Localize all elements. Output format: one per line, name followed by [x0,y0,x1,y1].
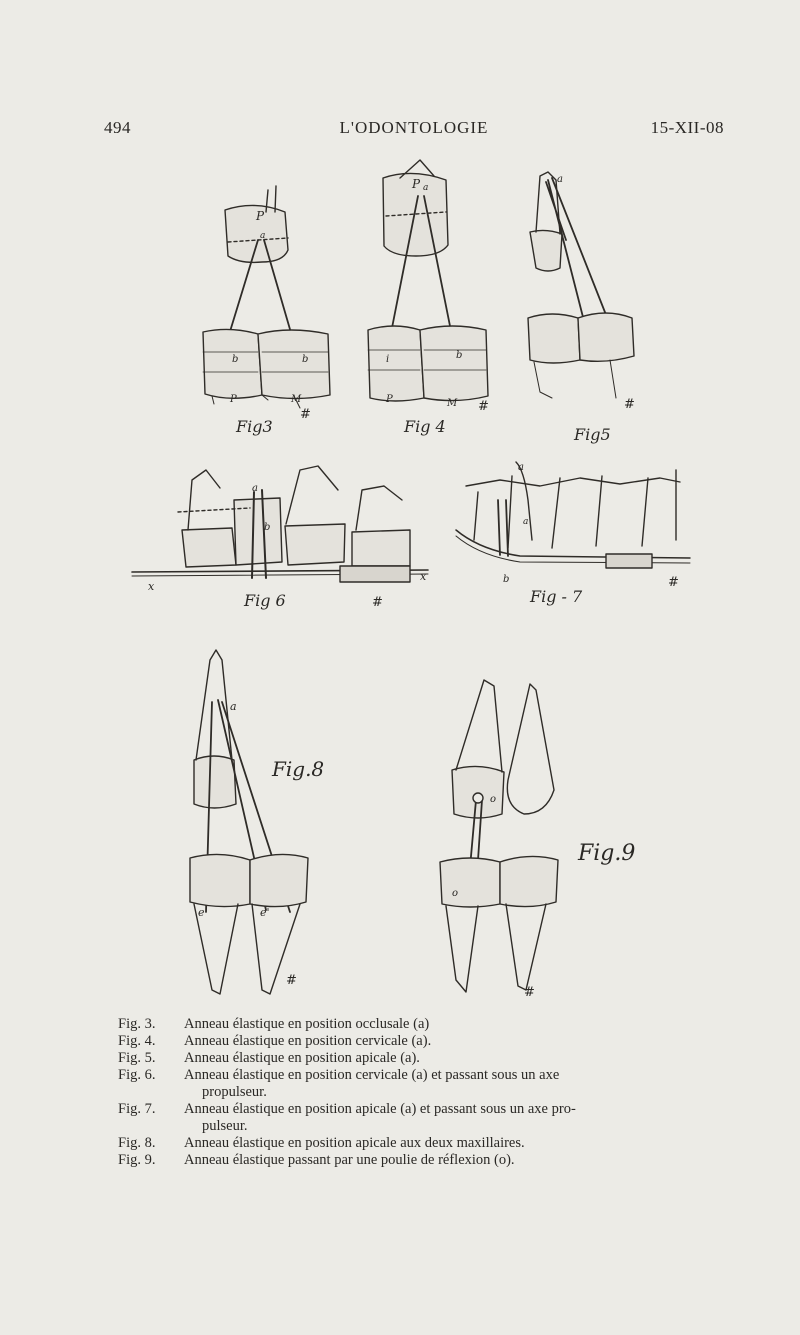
fig5-label: Fig5 [574,425,611,444]
fig4-letter-p-upper: P [412,177,421,191]
figure-captions [118,1016,726,1169]
fig8-label: Fig.8 [272,757,325,781]
fig4-letter-m: M [447,398,458,409]
caption-label: Fig. 7. [118,1101,156,1117]
caption-text: Anneau élastique en position occlusale (a) [184,1016,430,1032]
fig4-label: Fig 4 [404,417,446,436]
fig3-letter-p-upper: P [256,209,265,223]
caption-fig7 [118,1101,726,1135]
fig6-letter-x-right: x [420,570,427,583]
caption-text: Anneau élastique en position apicale (a). [184,1050,420,1066]
fig7-label: Fig - 7 [530,587,583,606]
fig4-letter-i: i [386,354,390,365]
figure-7 [456,462,690,606]
caption-fig9 [118,1152,726,1169]
fig4-mark: # [478,399,489,414]
caption-continuation: propulseur. [202,1084,267,1100]
fig9-letter-o-lower: o [452,888,459,899]
figure-3 [203,186,330,436]
caption-fig3 [118,1016,726,1033]
fig3-letter-a: a [260,231,266,241]
fig3-letter-b-left: b [232,354,239,365]
page-number: 494 [104,118,131,137]
figure-9 [440,680,635,1000]
fig7-mark: # [668,575,679,590]
fig6-letter-x-left: x [148,580,155,593]
caption-continuation: pulseur. [202,1118,248,1134]
fig3-letter-b-right: b [302,354,309,365]
caption-fig8 [118,1135,726,1152]
fig9-label: Fig.9 [578,841,636,866]
figure-6 [132,466,428,610]
figure-5 [528,172,635,444]
caption-fig6 [118,1067,726,1101]
fig3-mark: # [300,407,311,422]
fig7-letter-a-top: a [518,462,524,473]
fig6-letter-a: a [252,483,258,494]
issue-date: 15-XII-08 [650,118,724,137]
fig4-letter-b: b [456,350,463,361]
fig7-letter-b: b [503,574,510,585]
fig3-letter-p-lower: P [230,394,237,405]
caption-label: Fig. 8. [118,1135,156,1151]
figure-4 [368,160,489,436]
caption-label: Fig. 5. [118,1050,156,1066]
fig4-letter-p-lower: P [386,394,393,405]
fig4-letter-a: a [423,183,429,193]
caption-label: Fig. 3. [118,1016,156,1032]
caption-fig4 [118,1033,726,1050]
fig6-mark: # [372,595,383,610]
fig3-letter-m: M [291,394,302,405]
fig8-letter-a: a [230,700,237,713]
fig8-letter-e-prime: e' [260,906,270,919]
caption-text: Anneau élastique en position cervicale (a) et passant sous un axe [184,1067,560,1083]
fig8-letter-e: e [198,906,205,919]
fig9-letter-o-upper: o [490,794,497,805]
caption-text: Anneau élastique en position apicale aux deux maxillaires. [184,1135,525,1151]
caption-label: Fig. 6. [118,1067,156,1083]
fig9-mark: # [524,985,535,1000]
fig3-label: Fig3 [236,417,273,436]
caption-text: Anneau élastique passant par une poulie de réflexion (o). [184,1152,515,1168]
caption-text: Anneau élastique en position apicale (a) et passant sous un axe pro- [184,1101,576,1117]
journal-title: L'ODONTOLOGIE [339,118,489,137]
fig5-mark: # [624,397,635,412]
caption-label: Fig. 9. [118,1152,156,1168]
fig6-letter-b: b [264,522,271,533]
caption-text: Anneau élastique en position cervicale (a). [184,1033,432,1049]
caption-fig5 [118,1050,726,1067]
caption-label: Fig. 4. [118,1033,156,1049]
figure-8 [190,650,324,994]
fig6-label: Fig 6 [244,591,286,610]
fig7-letter-a-mid: a [523,517,529,527]
fig5-letter-a: a [557,174,563,185]
fig8-mark: # [286,973,297,988]
